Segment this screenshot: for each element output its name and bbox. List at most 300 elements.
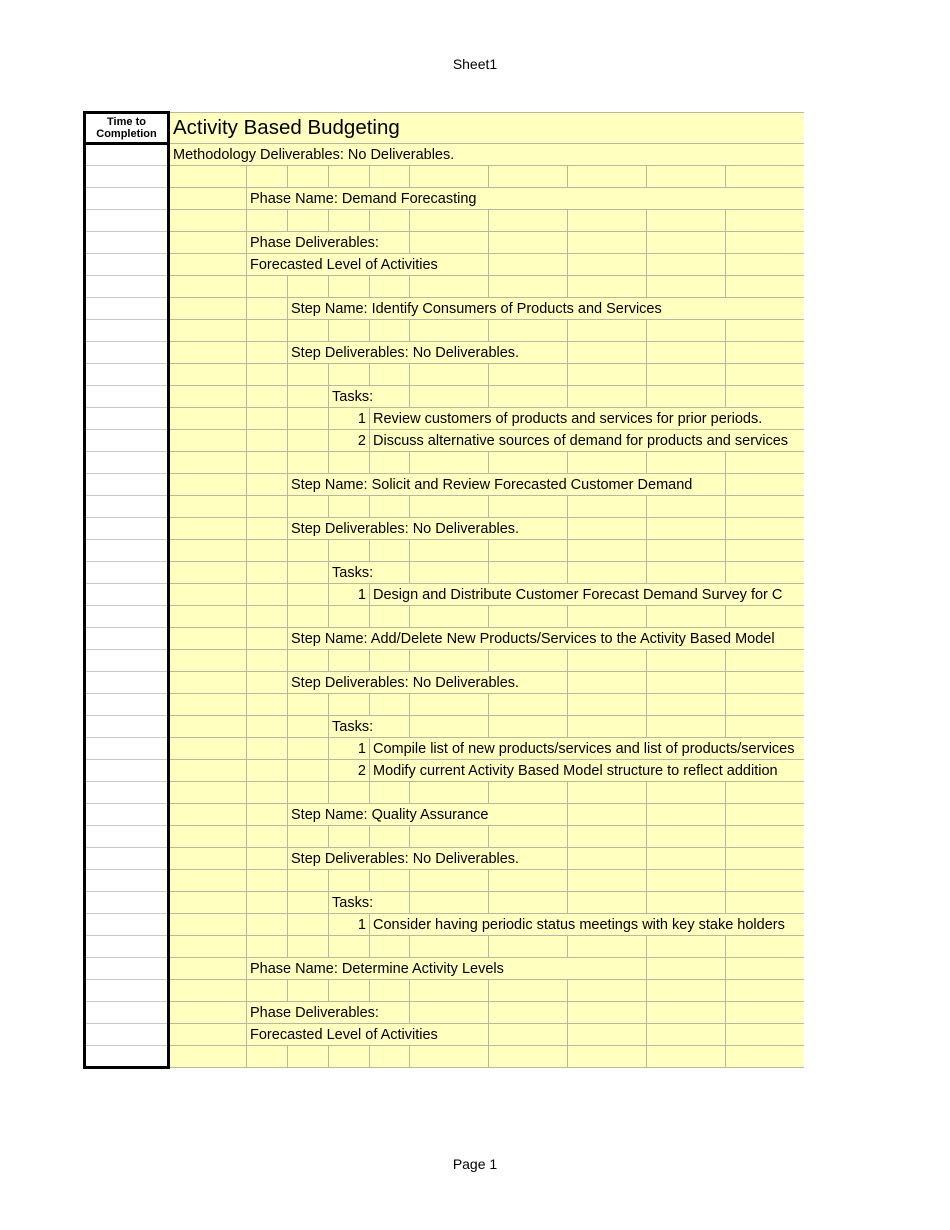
tasks-label[interactable]: Tasks: — [329, 892, 410, 914]
cell[interactable] — [410, 716, 489, 738]
cell[interactable] — [288, 716, 329, 738]
cell[interactable] — [169, 276, 247, 298]
cell[interactable] — [568, 870, 647, 892]
cell[interactable] — [370, 650, 410, 672]
time-cell[interactable] — [85, 188, 169, 210]
cell[interactable] — [169, 254, 247, 276]
cell[interactable] — [726, 342, 805, 364]
time-cell[interactable] — [85, 540, 169, 562]
cell[interactable] — [647, 848, 726, 870]
cell[interactable] — [647, 166, 726, 188]
phase-deliverables-label[interactable]: Phase Deliverables: — [247, 232, 410, 254]
time-cell[interactable] — [85, 738, 169, 760]
cell[interactable] — [489, 386, 568, 408]
cell[interactable] — [410, 1002, 489, 1024]
cell[interactable] — [329, 540, 370, 562]
task-number[interactable]: 1 — [329, 408, 370, 430]
cell[interactable] — [568, 1002, 647, 1024]
cell[interactable] — [726, 1024, 805, 1046]
cell[interactable] — [370, 364, 410, 386]
time-cell[interactable] — [85, 804, 169, 826]
cell[interactable] — [726, 386, 805, 408]
cell[interactable] — [247, 804, 288, 826]
cell[interactable] — [568, 562, 647, 584]
cell[interactable] — [288, 782, 329, 804]
cell[interactable] — [726, 210, 805, 232]
cell[interactable] — [169, 672, 247, 694]
cell[interactable] — [247, 1046, 288, 1068]
cell[interactable] — [329, 650, 370, 672]
cell[interactable] — [568, 364, 647, 386]
task-number[interactable]: 2 — [329, 430, 370, 452]
cell[interactable] — [329, 166, 370, 188]
cell[interactable] — [169, 364, 247, 386]
cell[interactable] — [169, 804, 247, 826]
cell[interactable] — [169, 342, 247, 364]
cell[interactable] — [647, 276, 726, 298]
cell[interactable] — [169, 628, 247, 650]
cell[interactable] — [247, 540, 288, 562]
cell[interactable] — [169, 298, 247, 320]
cell[interactable] — [489, 694, 568, 716]
cell[interactable] — [169, 496, 247, 518]
cell[interactable] — [647, 364, 726, 386]
cell[interactable] — [410, 892, 489, 914]
time-cell[interactable] — [85, 716, 169, 738]
task-text[interactable]: Design and Distribute Customer Forecast Demand Survey for C — [370, 584, 805, 606]
cell[interactable] — [370, 276, 410, 298]
cell[interactable] — [489, 320, 568, 342]
cell[interactable] — [169, 232, 247, 254]
cell[interactable] — [247, 518, 288, 540]
cell[interactable] — [726, 474, 805, 496]
time-cell[interactable] — [85, 562, 169, 584]
cell[interactable] — [370, 980, 410, 1002]
time-cell[interactable] — [85, 1046, 169, 1068]
cell[interactable] — [288, 936, 329, 958]
cell[interactable] — [568, 342, 647, 364]
cell[interactable] — [288, 980, 329, 1002]
cell[interactable] — [288, 166, 329, 188]
cell[interactable] — [726, 892, 805, 914]
cell[interactable] — [370, 320, 410, 342]
cell[interactable] — [568, 540, 647, 562]
cell[interactable] — [169, 826, 247, 848]
cell[interactable] — [169, 430, 247, 452]
cell[interactable] — [568, 166, 647, 188]
cell[interactable] — [247, 210, 288, 232]
cell[interactable] — [726, 320, 805, 342]
time-cell[interactable] — [85, 672, 169, 694]
step-name-cell[interactable]: Step Name: Quality Assurance — [288, 804, 568, 826]
cell[interactable] — [647, 870, 726, 892]
cell[interactable] — [726, 782, 805, 804]
step-deliverables-cell[interactable]: Step Deliverables: No Deliverables. — [288, 518, 568, 540]
cell[interactable] — [647, 804, 726, 826]
tasks-label[interactable]: Tasks: — [329, 716, 410, 738]
cell[interactable] — [329, 320, 370, 342]
cell[interactable] — [568, 892, 647, 914]
time-cell[interactable] — [85, 232, 169, 254]
cell[interactable] — [489, 166, 568, 188]
cell[interactable] — [726, 958, 805, 980]
cell[interactable] — [568, 848, 647, 870]
cell[interactable] — [247, 298, 288, 320]
cell[interactable] — [288, 1046, 329, 1068]
cell[interactable] — [370, 606, 410, 628]
cell[interactable] — [329, 276, 370, 298]
task-text[interactable]: Compile list of new products/services and list of products/services — [370, 738, 805, 760]
title-cell[interactable] — [169, 113, 805, 144]
cell[interactable] — [410, 562, 489, 584]
cell[interactable] — [568, 254, 647, 276]
time-cell[interactable] — [85, 958, 169, 980]
cell[interactable] — [247, 386, 288, 408]
cell[interactable] — [370, 826, 410, 848]
cell[interactable] — [726, 716, 805, 738]
time-cell[interactable] — [85, 628, 169, 650]
cell[interactable] — [169, 188, 247, 210]
cell[interactable] — [647, 518, 726, 540]
cell[interactable] — [568, 496, 647, 518]
cell[interactable] — [726, 254, 805, 276]
time-cell[interactable] — [85, 364, 169, 386]
phase-deliverables-value[interactable]: Forecasted Level of Activities — [247, 254, 489, 276]
cell[interactable] — [568, 804, 647, 826]
cell[interactable] — [288, 496, 329, 518]
time-cell[interactable] — [85, 276, 169, 298]
cell[interactable] — [329, 870, 370, 892]
cell[interactable] — [370, 210, 410, 232]
time-cell[interactable] — [85, 1024, 169, 1046]
task-text[interactable]: Discuss alternative sources of demand for products and services — [370, 430, 805, 452]
cell[interactable] — [169, 386, 247, 408]
cell[interactable] — [288, 210, 329, 232]
phase-deliverables-value[interactable]: Forecasted Level of Activities — [247, 1024, 489, 1046]
cell[interactable] — [568, 980, 647, 1002]
cell[interactable] — [247, 672, 288, 694]
cell[interactable] — [169, 166, 247, 188]
cell[interactable] — [568, 650, 647, 672]
cell[interactable] — [370, 540, 410, 562]
time-cell[interactable] — [85, 452, 169, 474]
cell[interactable] — [169, 474, 247, 496]
cell[interactable] — [410, 782, 489, 804]
cell[interactable] — [726, 1046, 805, 1068]
task-number[interactable]: 2 — [329, 760, 370, 782]
cell[interactable] — [370, 782, 410, 804]
cell[interactable] — [169, 848, 247, 870]
cell[interactable] — [489, 782, 568, 804]
cell[interactable] — [370, 496, 410, 518]
cell[interactable] — [568, 694, 647, 716]
task-number[interactable]: 1 — [329, 738, 370, 760]
time-cell[interactable] — [85, 848, 169, 870]
cell[interactable] — [247, 650, 288, 672]
cell[interactable] — [370, 452, 410, 474]
cell[interactable] — [726, 826, 805, 848]
cell[interactable] — [288, 320, 329, 342]
cell[interactable] — [647, 826, 726, 848]
cell[interactable] — [410, 496, 489, 518]
cell[interactable] — [247, 760, 288, 782]
cell[interactable] — [726, 1002, 805, 1024]
cell[interactable] — [329, 452, 370, 474]
cell[interactable] — [288, 276, 329, 298]
time-cell[interactable] — [85, 166, 169, 188]
time-cell[interactable] — [85, 386, 169, 408]
cell[interactable] — [247, 320, 288, 342]
cell[interactable] — [726, 540, 805, 562]
cell[interactable] — [247, 606, 288, 628]
cell[interactable] — [247, 166, 288, 188]
cell[interactable] — [647, 210, 726, 232]
cell[interactable] — [247, 496, 288, 518]
cell[interactable] — [247, 738, 288, 760]
cell[interactable] — [247, 452, 288, 474]
cell[interactable] — [329, 694, 370, 716]
cell[interactable] — [568, 452, 647, 474]
cell[interactable] — [647, 452, 726, 474]
cell[interactable] — [647, 1046, 726, 1068]
cell[interactable] — [726, 804, 805, 826]
cell[interactable] — [489, 540, 568, 562]
tasks-label[interactable]: Tasks: — [329, 562, 410, 584]
cell[interactable] — [288, 892, 329, 914]
cell[interactable] — [169, 716, 247, 738]
cell[interactable] — [489, 452, 568, 474]
cell[interactable] — [647, 958, 726, 980]
cell[interactable] — [489, 254, 568, 276]
cell[interactable] — [647, 606, 726, 628]
task-text[interactable]: Modify current Activity Based Model structure to reflect addition — [370, 760, 805, 782]
cell[interactable] — [568, 716, 647, 738]
time-cell[interactable] — [85, 980, 169, 1002]
cell[interactable] — [169, 870, 247, 892]
time-cell[interactable] — [85, 518, 169, 540]
cell[interactable] — [169, 606, 247, 628]
cell[interactable] — [410, 870, 489, 892]
cell[interactable] — [169, 1002, 247, 1024]
cell[interactable] — [247, 430, 288, 452]
cell[interactable] — [647, 232, 726, 254]
step-name-cell[interactable]: Step Name: Solicit and Review Forecasted Customer Demand — [288, 474, 726, 496]
cell[interactable] — [410, 650, 489, 672]
cell[interactable] — [169, 562, 247, 584]
cell[interactable] — [169, 408, 247, 430]
cell[interactable] — [247, 474, 288, 496]
cell[interactable] — [647, 386, 726, 408]
cell[interactable] — [247, 848, 288, 870]
time-cell[interactable] — [85, 870, 169, 892]
cell[interactable] — [288, 452, 329, 474]
cell[interactable] — [329, 496, 370, 518]
cell[interactable] — [329, 980, 370, 1002]
cell[interactable] — [410, 386, 489, 408]
cell[interactable] — [647, 496, 726, 518]
cell[interactable] — [647, 980, 726, 1002]
time-cell[interactable] — [85, 210, 169, 232]
time-cell[interactable] — [85, 1002, 169, 1024]
cell[interactable] — [489, 716, 568, 738]
time-cell[interactable] — [85, 936, 169, 958]
cell[interactable] — [568, 672, 647, 694]
cell[interactable] — [247, 562, 288, 584]
cell[interactable] — [726, 870, 805, 892]
time-cell[interactable] — [85, 320, 169, 342]
cell[interactable] — [247, 716, 288, 738]
cell[interactable] — [288, 562, 329, 584]
cell[interactable] — [568, 210, 647, 232]
time-cell[interactable] — [85, 826, 169, 848]
cell[interactable] — [288, 650, 329, 672]
cell[interactable] — [489, 1024, 568, 1046]
cell[interactable] — [647, 342, 726, 364]
cell[interactable] — [247, 364, 288, 386]
task-number[interactable]: 1 — [329, 914, 370, 936]
cell[interactable] — [247, 914, 288, 936]
time-cell[interactable] — [85, 584, 169, 606]
phase-deliverables-label[interactable]: Phase Deliverables: — [247, 1002, 410, 1024]
cell[interactable] — [568, 276, 647, 298]
cell[interactable] — [726, 496, 805, 518]
cell[interactable] — [247, 408, 288, 430]
cell[interactable] — [489, 364, 568, 386]
cell[interactable] — [726, 562, 805, 584]
cell[interactable] — [370, 1046, 410, 1068]
cell[interactable] — [247, 584, 288, 606]
cell[interactable] — [329, 210, 370, 232]
cell[interactable] — [370, 166, 410, 188]
cell[interactable] — [169, 980, 247, 1002]
cell[interactable] — [568, 826, 647, 848]
cell[interactable] — [489, 496, 568, 518]
cell[interactable] — [647, 320, 726, 342]
cell[interactable] — [410, 936, 489, 958]
cell[interactable] — [329, 826, 370, 848]
cell[interactable] — [647, 716, 726, 738]
cell[interactable] — [169, 782, 247, 804]
cell[interactable] — [647, 782, 726, 804]
cell[interactable] — [370, 870, 410, 892]
cell[interactable] — [288, 760, 329, 782]
cell[interactable] — [726, 364, 805, 386]
cell[interactable] — [489, 232, 568, 254]
time-cell[interactable] — [85, 892, 169, 914]
cell[interactable] — [568, 1024, 647, 1046]
cell[interactable] — [647, 1024, 726, 1046]
cell[interactable] — [410, 606, 489, 628]
time-cell[interactable] — [85, 760, 169, 782]
tasks-label[interactable]: Tasks: — [329, 386, 410, 408]
time-cell[interactable] — [85, 914, 169, 936]
time-cell[interactable] — [85, 782, 169, 804]
cell[interactable] — [169, 320, 247, 342]
cell[interactable] — [647, 562, 726, 584]
time-cell[interactable] — [85, 144, 169, 166]
cell[interactable] — [410, 694, 489, 716]
cell[interactable] — [726, 980, 805, 1002]
cell[interactable] — [647, 694, 726, 716]
cell[interactable] — [247, 980, 288, 1002]
cell[interactable] — [169, 694, 247, 716]
cell[interactable] — [329, 364, 370, 386]
cell[interactable] — [410, 276, 489, 298]
cell[interactable] — [288, 606, 329, 628]
cell[interactable] — [726, 672, 805, 694]
cell[interactable] — [726, 650, 805, 672]
cell[interactable] — [288, 914, 329, 936]
methodology-cell[interactable]: Methodology Deliverables: No Deliverables. — [169, 144, 805, 166]
cell[interactable] — [169, 914, 247, 936]
cell[interactable] — [288, 430, 329, 452]
cell[interactable] — [169, 584, 247, 606]
cell[interactable] — [726, 518, 805, 540]
cell[interactable] — [726, 694, 805, 716]
step-deliverables-cell[interactable]: Step Deliverables: No Deliverables. — [288, 672, 568, 694]
cell[interactable] — [568, 782, 647, 804]
cell[interactable] — [288, 694, 329, 716]
cell[interactable] — [410, 1046, 489, 1068]
cell[interactable] — [568, 232, 647, 254]
cell[interactable] — [169, 452, 247, 474]
cell[interactable] — [726, 936, 805, 958]
task-text[interactable]: Review customers of products and services for prior periods. — [370, 408, 805, 430]
cell[interactable] — [489, 870, 568, 892]
cell[interactable] — [169, 540, 247, 562]
cell[interactable] — [568, 606, 647, 628]
cell[interactable] — [489, 1002, 568, 1024]
cell[interactable] — [247, 826, 288, 848]
cell[interactable] — [169, 1024, 247, 1046]
cell[interactable] — [489, 562, 568, 584]
cell[interactable] — [288, 364, 329, 386]
cell[interactable] — [568, 386, 647, 408]
cell[interactable] — [247, 892, 288, 914]
cell[interactable] — [247, 342, 288, 364]
cell[interactable] — [489, 210, 568, 232]
cell[interactable] — [410, 980, 489, 1002]
time-cell[interactable] — [85, 496, 169, 518]
cell[interactable] — [247, 276, 288, 298]
time-cell[interactable] — [85, 474, 169, 496]
step-deliverables-cell[interactable]: Step Deliverables: No Deliverables. — [288, 342, 568, 364]
cell[interactable] — [410, 166, 489, 188]
cell[interactable] — [647, 672, 726, 694]
cell[interactable] — [288, 738, 329, 760]
step-name-cell[interactable]: Step Name: Add/Delete New Products/Services to the Activity Based Model — [288, 628, 805, 650]
cell[interactable] — [726, 848, 805, 870]
cell[interactable] — [329, 936, 370, 958]
cell[interactable] — [247, 694, 288, 716]
cell[interactable] — [410, 364, 489, 386]
cell[interactable] — [647, 650, 726, 672]
cell[interactable] — [726, 276, 805, 298]
cell[interactable] — [288, 584, 329, 606]
cell[interactable] — [329, 782, 370, 804]
cell[interactable] — [169, 210, 247, 232]
cell[interactable] — [489, 826, 568, 848]
cell[interactable] — [370, 936, 410, 958]
cell[interactable] — [647, 892, 726, 914]
time-cell[interactable] — [85, 650, 169, 672]
cell[interactable] — [489, 650, 568, 672]
cell[interactable] — [410, 540, 489, 562]
cell[interactable] — [568, 518, 647, 540]
cell[interactable] — [288, 826, 329, 848]
cell[interactable] — [726, 606, 805, 628]
cell[interactable] — [410, 320, 489, 342]
